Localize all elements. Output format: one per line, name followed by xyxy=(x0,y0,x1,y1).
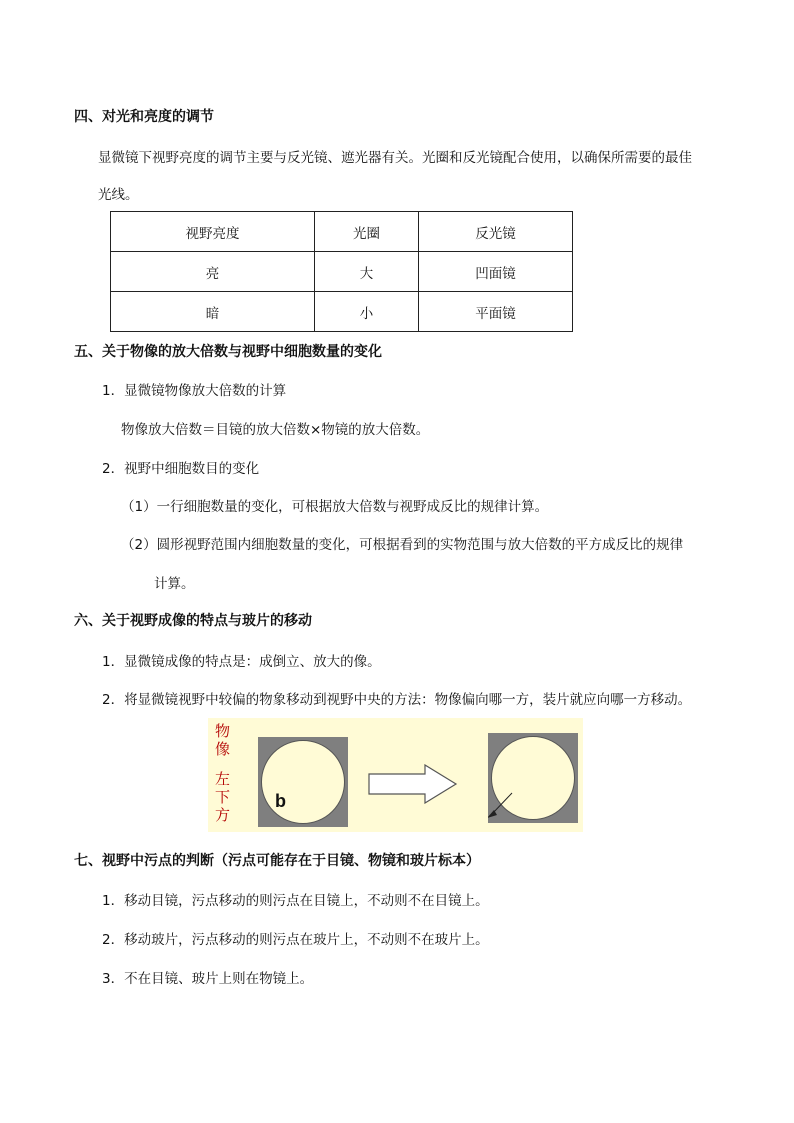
table-row xyxy=(111,292,573,332)
slide-movement-figure xyxy=(208,718,583,832)
table-header-cell: 视野亮度 xyxy=(111,212,315,252)
figure-label-image xyxy=(215,722,233,758)
field-of-view-after xyxy=(488,733,578,823)
section-4-heading: 四、对光和亮度的调节 xyxy=(74,109,214,125)
section-5-item-2: 2．视野中细胞数目的变化 xyxy=(102,461,260,477)
right-arrow-icon xyxy=(368,764,458,804)
section-5-sub-2-line1: （2）圆形视野范围内细胞数量的变化，可根据看到的实物范围与放大倍数的平方成反比的规律 xyxy=(121,537,684,553)
section-4-paragraph-line2: 光线。 xyxy=(98,187,139,203)
section-5-item-1: 1．显微镜物像放大倍数的计算 xyxy=(102,383,287,399)
figure-label-char: 下 xyxy=(215,788,231,806)
figure-label-char: 方 xyxy=(215,806,231,824)
object-letter: b xyxy=(275,791,286,811)
table-cell: 亮 xyxy=(111,252,315,292)
section-5-sub-2-line2: 计算。 xyxy=(154,576,195,592)
table-cell: 平面镜 xyxy=(418,292,572,332)
section-6-item-2: 2．将显微镜视野中较偏的物象移动到视野中央的方法：物像偏向哪一方，装片就应向哪一方移动。 xyxy=(102,692,692,708)
table-header-row xyxy=(111,212,573,252)
section-5-item-1-detail: 物像放大倍数＝目镜的放大倍数×物镜的放大倍数。 xyxy=(121,422,430,438)
section-7-item-1: 1．移动目镜，污点移动的则污点在目镜上，不动则不在目镜上。 xyxy=(102,893,489,909)
figure-label-char: 物 xyxy=(215,722,231,740)
section-6-item-1: 1．显微镜成像的特点是：成倒立、放大的像。 xyxy=(102,654,381,670)
section-6-heading: 六、关于视野成像的特点与玻片的移动 xyxy=(74,613,312,629)
table-cell: 大 xyxy=(315,252,419,292)
table-cell: 小 xyxy=(315,292,419,332)
section-5-heading: 五、关于物像的放大倍数与视野中细胞数量的变化 xyxy=(74,344,382,360)
section-7-heading: 七、视野中污点的判断（污点可能存在于目镜、物镜和玻片标本） xyxy=(74,853,480,869)
section-5-sub-1: （1）一行细胞数量的变化，可根据放大倍数与视野成反比的规律计算。 xyxy=(121,499,549,515)
figure-label-lower-left xyxy=(215,770,233,824)
brightness-table xyxy=(110,211,573,332)
field-of-view-before xyxy=(258,737,348,827)
table-cell: 凹面镜 xyxy=(418,252,572,292)
view-circle xyxy=(261,740,345,824)
move-direction-arrow-icon xyxy=(488,733,578,823)
table-row xyxy=(111,252,573,292)
table-header-cell: 光圈 xyxy=(315,212,419,252)
table-header-cell: 反光镜 xyxy=(418,212,572,252)
table-cell: 暗 xyxy=(111,292,315,332)
section-7-item-2: 2．移动玻片，污点移动的则污点在玻片上，不动则不在玻片上。 xyxy=(102,932,489,948)
figure-label-char: 左 xyxy=(215,770,231,788)
section-7-item-3: 3．不在目镜、玻片上则在物镜上。 xyxy=(102,971,314,987)
figure-label-char: 像 xyxy=(215,740,231,758)
section-4-paragraph-line1: 显微镜下视野亮度的调节主要与反光镜、遮光器有关。光圈和反光镜配合使用，以确保所需要的最佳 xyxy=(98,150,692,166)
